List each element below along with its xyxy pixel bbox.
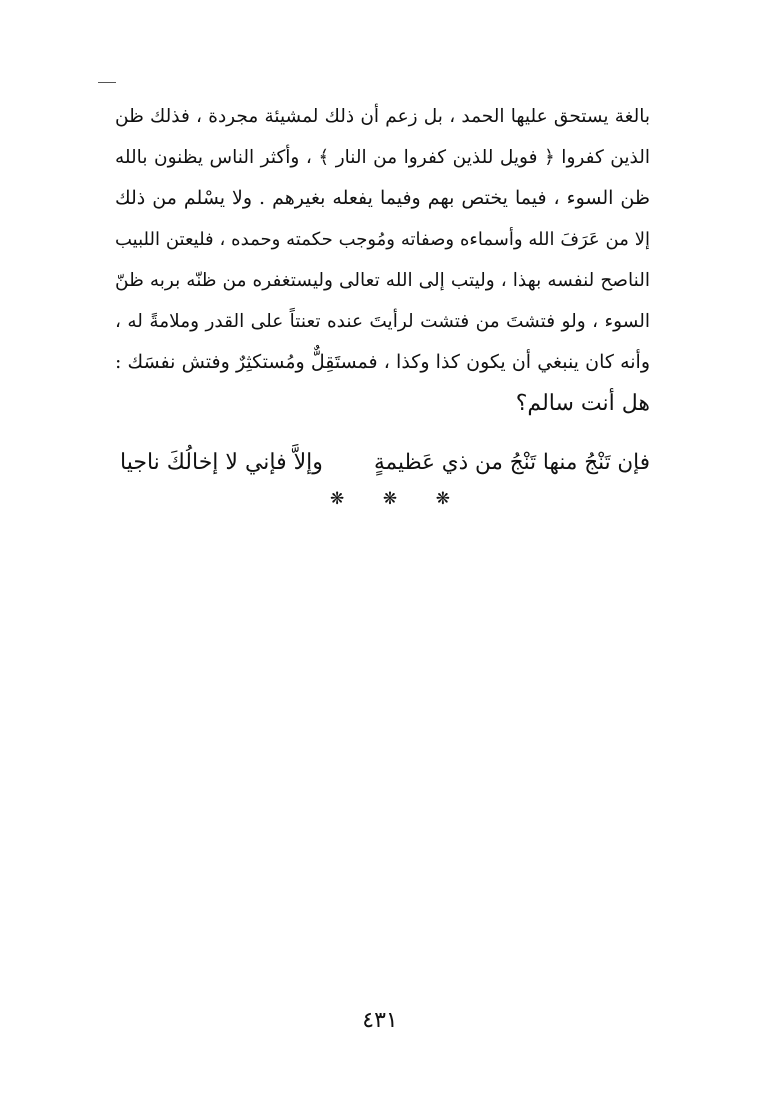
paragraph-line-4: إلا من عَرَفَ الله وأسماءه وصفاته ومُوجب حكمته وحمده ، فليعتن اللبيب xyxy=(115,229,650,250)
paragraph-line-7: وأنه كان ينبغي أن يكون كذا وكذا ، فمستَقِلٌّ ومُستكثِرٌ وفتش نفسَك : xyxy=(115,351,650,373)
margin-mark xyxy=(98,82,116,83)
verse-second-hemistich: وإلاَّ فإني لا إخالُكَ ناجيا xyxy=(120,450,323,475)
poetry-verse xyxy=(115,442,650,483)
paragraph-line-2: الذين كفروا ﴿ فويل للذين كفروا من النار ﴾ ، وأكثر الناس يظنون بالله xyxy=(115,147,650,168)
asterism-star-icon: ❋ xyxy=(435,489,450,509)
paragraph-line-1: بالغة يستحق عليها الحمد ، بل زعم أن ذلك لمشيئة مجردة ، فذلك ظن xyxy=(115,106,650,127)
paragraph-line-8: هل أنت سالم؟ xyxy=(515,391,650,416)
paragraph-line-3: ظن السوء ، فيما يختص بهم وفيما يفعله بغيرهم . ولا يسْلم من ذلك xyxy=(115,187,650,209)
paragraph-line-5: الناصح لنفسه بهذا ، وليتب إلى الله تعالى وليستغفره من ظنّه بربه ظنّ xyxy=(115,270,650,291)
page-number: ٤٣١ xyxy=(362,1008,398,1033)
paragraph xyxy=(115,96,650,424)
verse-first-hemistich: فإن تَنْجُ منها تَنْجُ من ذي عَظيمةٍ xyxy=(374,450,650,475)
section-separator xyxy=(330,487,450,511)
paragraph-line-6: السوء ، ولو فتشتَ من فتشت لرأيتَ عنده تعنتاً على القدر وملامةً له ، xyxy=(115,311,650,332)
asterism-star-icon: ❋ xyxy=(382,489,398,509)
asterism-star-icon: ❋ xyxy=(330,489,345,509)
